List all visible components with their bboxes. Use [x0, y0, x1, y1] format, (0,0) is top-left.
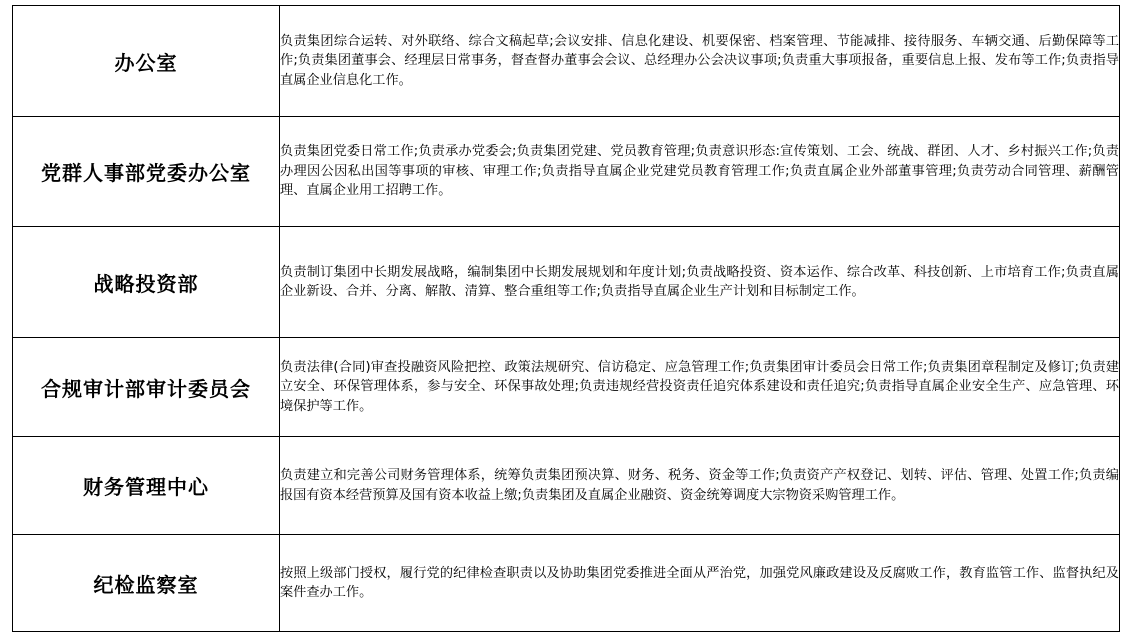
table-row — [13, 437, 1120, 535]
department-name: 纪检监察室 — [13, 535, 280, 632]
table-row — [13, 535, 1120, 632]
table-row — [13, 338, 1120, 437]
department-duties-table — [12, 5, 1120, 632]
department-description: 负责建立和完善公司财务管理体系，统筹负责集团预决算、财务、税务、资金等工作;负责资产产权登记、划转、评估、管理、处置工作;负责编报国有资本经营预算及国有资本收益上缴;负责集团及直属企业融资、资金统筹调度大宗物资采购管理工作。 — [280, 437, 1120, 535]
table-row — [13, 6, 1120, 117]
table-row — [13, 117, 1120, 227]
table-row — [13, 227, 1120, 338]
department-description: 负责集团党委日常工作;负责承办党委会;负责集团党建、党员教育管理;负责意识形态:宣传策划、工会、统战、群团、人才、乡村振兴工作;负责办理因公因私出国等事项的审核、审理工作;负责指导直属企业党建党员教育管理工作;负责直属企业外部董事管理;负责劳动合同管理、薪酬管理、直属企业用工招聘工作。 — [280, 117, 1120, 227]
department-name: 办公室 — [13, 6, 280, 117]
department-description: 按照上级部门授权，履行党的纪律检查职责以及协助集团党委推进全面从严治党，加强党风廉政建设及反腐败工作，教育监管工作、监督执纪及案件查办工作。 — [280, 535, 1120, 632]
department-name: 合规审计部审计委员会 — [13, 338, 280, 437]
department-description: 负责法律(合同)审查投融资风险把控、政策法规研究、信访稳定、应急管理工作;负责集团审计委员会日常工作;负责集团章程制定及修订;负责建立安全、环保管理体系，参与安全、环保事故处理;负责违规经营投资责任追究体系建设和责任追究;负责指导直属企业安全生产、应急管理、环境保护等工作。 — [280, 338, 1120, 437]
department-description: 负责制订集团中长期发展战略，编制集团中长期发展规划和年度计划;负责战略投资、资本运作、综合改革、科技创新、上市培育工作;负责直属企业新设、合并、分离、解散、清算、整合重组等工作;负责指导直属企业生产计划和目标制定工作。 — [280, 227, 1120, 338]
department-name: 财务管理中心 — [13, 437, 280, 535]
department-description: 负责集团综合运转、对外联络、综合文稿起草;会议安排、信息化建设、机要保密、档案管理、节能减排、接待服务、车辆交通、后勤保障等工作;负责集团董事会、经理层日常事务，督查督办董事会会议、总经理办公会决议事项;负责重大事项报备，重要信息上报、发布等工作;负责指导直属企业信息化工作。 — [280, 6, 1120, 117]
department-name: 党群人事部党委办公室 — [13, 117, 280, 227]
department-name: 战略投资部 — [13, 227, 280, 338]
